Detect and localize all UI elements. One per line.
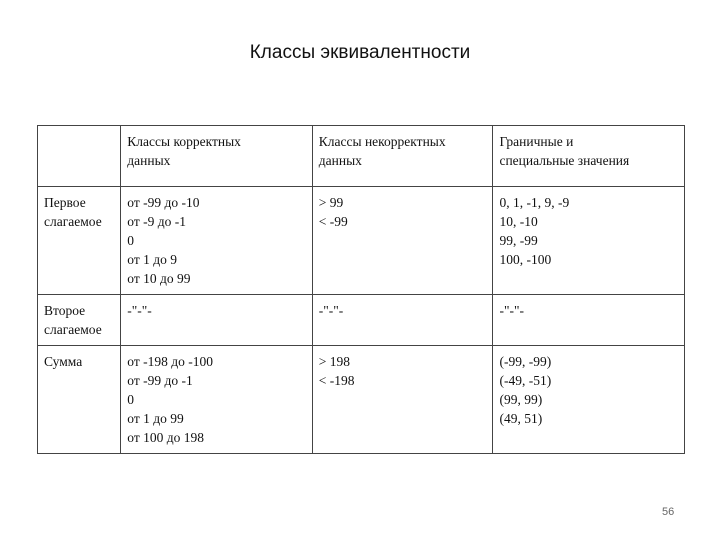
cell-line: -"-"- [127, 303, 152, 318]
cell-line: Граничные и [499, 134, 574, 149]
header-boundary-values [493, 126, 685, 187]
correct-classes-cell [121, 187, 313, 295]
row-label-cell [38, 187, 121, 295]
cell-line: Первое [44, 195, 86, 210]
correct-classes-cell [121, 346, 313, 454]
page-number: 56 [662, 506, 675, 518]
cell-line: -"-"- [318, 303, 344, 318]
table-row-sum [38, 346, 685, 454]
cell-line: от -198 до -100 [127, 354, 214, 369]
cell-line: -"-"- [499, 303, 524, 318]
cell-line: слагаемое [44, 322, 102, 337]
table-row-first-addend [38, 187, 685, 295]
cell-line: от -99 до -10 [127, 195, 200, 210]
slide-title: Классы эквивалентности [249, 42, 471, 63]
cell-line: (99, 99) [499, 392, 543, 407]
row-label-cell [38, 295, 121, 346]
correct-classes-cell [121, 295, 313, 346]
table-row-second-addend [38, 295, 685, 346]
cell-line: слагаемое [44, 214, 102, 229]
cell-line: данных [127, 153, 171, 168]
cell-line: > 198 [318, 354, 351, 369]
cell-line: специальные значения [499, 153, 630, 168]
header-correct-classes [121, 126, 313, 187]
cell-line: (-99, -99) [499, 354, 552, 369]
cell-line: от 10 до 99 [127, 271, 191, 286]
cell-line: > 99 [318, 195, 344, 210]
incorrect-classes-cell [312, 346, 493, 454]
cell-line: от 1 до 9 [127, 252, 178, 267]
cell-line: Классы корректных [127, 134, 241, 149]
cell-line: Сумма [44, 354, 83, 369]
incorrect-classes-cell [312, 187, 493, 295]
cell-line: 10, -10 [499, 214, 538, 229]
cell-line: 0 [127, 233, 135, 248]
cell-line: Классы некорректных [318, 134, 446, 149]
cell-line: от -99 до -1 [127, 373, 193, 388]
table-header-row [38, 126, 685, 187]
cell-line: 99, -99 [499, 233, 538, 248]
boundary-values-cell [493, 187, 685, 295]
cell-line: от 100 до 198 [127, 430, 205, 445]
boundary-values-cell [493, 295, 685, 346]
equivalence-classes-table [37, 125, 685, 454]
cell-line: (-49, -51) [499, 373, 552, 388]
header-incorrect-classes [312, 126, 493, 187]
cell-line: < -198 [318, 373, 355, 388]
incorrect-classes-cell [312, 295, 493, 346]
cell-line: от -9 до -1 [127, 214, 187, 229]
row-label-cell [38, 346, 121, 454]
cell-line: (49, 51) [499, 411, 543, 426]
cell-line: от 1 до 99 [127, 411, 184, 426]
cell-line: данных [318, 153, 362, 168]
cell-line: 0 [127, 392, 135, 407]
cell-line: < -99 [318, 214, 348, 229]
cell-line: 0, 1, -1, 9, -9 [499, 195, 570, 210]
cell-line: Второе [44, 303, 86, 318]
boundary-values-cell [493, 346, 685, 454]
cell-line: 100, -100 [499, 252, 552, 267]
header-corner-cell [38, 126, 121, 187]
